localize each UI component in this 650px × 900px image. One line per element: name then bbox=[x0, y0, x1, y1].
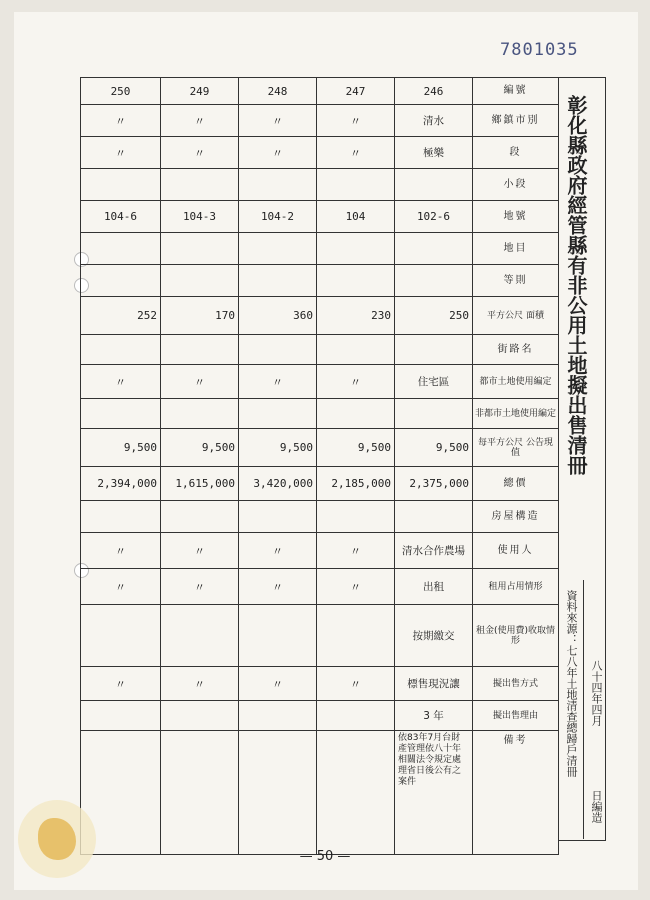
cell-area: 360 bbox=[239, 297, 317, 335]
table-row bbox=[81, 169, 559, 201]
page-number: — 50 — bbox=[299, 849, 351, 864]
row-label-user: 使用人 bbox=[473, 533, 559, 569]
land-sale-table bbox=[80, 77, 559, 855]
table-row bbox=[81, 399, 559, 429]
cell-area: 252 bbox=[81, 297, 161, 335]
row-label-rent: 租金(使用費)收取情形 bbox=[473, 605, 559, 667]
cell-occupancy: 〃 bbox=[239, 569, 317, 605]
cell-zoning: 〃 bbox=[239, 365, 317, 399]
cell-lot-no: 104 bbox=[317, 201, 395, 233]
table-row bbox=[81, 335, 559, 365]
cell-area: 170 bbox=[161, 297, 239, 335]
row-label-announced-value: 每平方公尺 公告現值 bbox=[473, 429, 559, 467]
cell-blank: 〃 bbox=[161, 667, 239, 701]
row-label-township: 鄉鎮市別 bbox=[473, 105, 559, 137]
table-row bbox=[81, 137, 559, 169]
cell-blank: 〃 bbox=[317, 667, 395, 701]
cell-blank: 〃 bbox=[239, 667, 317, 701]
cell-total-value: 2,185,000 bbox=[317, 467, 395, 501]
divider bbox=[583, 580, 584, 839]
table-row bbox=[81, 265, 559, 297]
cell-announced-value: 9,500 bbox=[317, 429, 395, 467]
cell-total-value: 2,394,000 bbox=[81, 467, 161, 501]
cell-sale-method: 標售現況讓 bbox=[395, 667, 473, 701]
cell-zoning: 住宅區 bbox=[395, 365, 473, 399]
cell-section: 極樂 bbox=[395, 137, 473, 169]
table-row bbox=[81, 297, 559, 335]
row-label-occupancy: 租用占用情形 bbox=[473, 569, 559, 605]
cell-total-value: 3,420,000 bbox=[239, 467, 317, 501]
cell-announced-value: 9,500 bbox=[395, 429, 473, 467]
table-row bbox=[81, 201, 559, 233]
cell-lot-no: 104-3 bbox=[161, 201, 239, 233]
cell-zoning: 〃 bbox=[317, 365, 395, 399]
row-label-section: 段 bbox=[473, 137, 559, 169]
cell-user: 〃 bbox=[239, 533, 317, 569]
table-row bbox=[81, 501, 559, 533]
cell-township: 清水 bbox=[395, 105, 473, 137]
archive-logo-watermark bbox=[18, 800, 96, 878]
table-row bbox=[81, 467, 559, 501]
cell-occupancy: 〃 bbox=[161, 569, 239, 605]
cell-remarks: 依83年7月台財產管理依八十年相關法令規定處理省日後公有之案件 bbox=[395, 731, 473, 855]
table-row bbox=[81, 429, 559, 467]
row-label-area: 平方公尺 面積 bbox=[473, 297, 559, 335]
cell-township: 〃 bbox=[239, 105, 317, 137]
row-label-subsection: 小段 bbox=[473, 169, 559, 201]
cell-section: 〃 bbox=[317, 137, 395, 169]
document-date: 八十四年四月 bbox=[590, 660, 603, 726]
cell-section: 〃 bbox=[239, 137, 317, 169]
document-title: 彰化縣政府經管縣有非公用土地擬出售清冊 bbox=[564, 95, 588, 475]
cell-township: 〃 bbox=[161, 105, 239, 137]
table-row bbox=[81, 78, 559, 105]
row-label-number: 編號 bbox=[473, 78, 559, 105]
cell-occupancy: 〃 bbox=[81, 569, 161, 605]
row-label-grade: 等則 bbox=[473, 265, 559, 297]
cell-area: 250 bbox=[395, 297, 473, 335]
cell-user: 〃 bbox=[161, 533, 239, 569]
row-label-remarks: 備考 bbox=[473, 731, 559, 855]
row-label-buildings: 房屋構造 bbox=[473, 501, 559, 533]
table-row bbox=[81, 105, 559, 137]
cell-occupancy: 〃 bbox=[317, 569, 395, 605]
cell-section: 〃 bbox=[161, 137, 239, 169]
table-row bbox=[81, 731, 559, 855]
cell-announced-value: 9,500 bbox=[239, 429, 317, 467]
cell-user: 〃 bbox=[317, 533, 395, 569]
cell-occupancy: 出租 bbox=[395, 569, 473, 605]
row-label-total-value: 總價 bbox=[473, 467, 559, 501]
table-row bbox=[81, 605, 559, 667]
cell-lot-no: 102-6 bbox=[395, 201, 473, 233]
cell-announced-value: 9,500 bbox=[161, 429, 239, 467]
row-label-nonurban-zoning: 非都市土地使用編定 bbox=[473, 399, 559, 429]
table-row bbox=[81, 233, 559, 265]
cell-section: 〃 bbox=[81, 137, 161, 169]
cell-number: 246 bbox=[395, 78, 473, 105]
cell-number: 250 bbox=[81, 78, 161, 105]
cell-number: 247 bbox=[317, 78, 395, 105]
table-row bbox=[81, 701, 559, 731]
cell-township: 〃 bbox=[81, 105, 161, 137]
cell-total-value: 1,615,000 bbox=[161, 467, 239, 501]
row-label-urban-zoning: 都市土地使用編定 bbox=[473, 365, 559, 399]
cell-total-value: 2,375,000 bbox=[395, 467, 473, 501]
cell-zoning: 〃 bbox=[81, 365, 161, 399]
row-label-sale-method: 擬出售方式 bbox=[473, 667, 559, 701]
table-row bbox=[81, 533, 559, 569]
cell-number: 249 bbox=[161, 78, 239, 105]
cell-zoning: 〃 bbox=[161, 365, 239, 399]
cell-lot-no: 104-2 bbox=[239, 201, 317, 233]
compiled-note: 日編造 bbox=[590, 790, 603, 823]
row-label-sale-reason: 擬出售理由 bbox=[473, 701, 559, 731]
source-note: 資料來源：七八年土地清查總歸戶清冊 bbox=[565, 590, 578, 777]
cell-rent: 按期繳交 bbox=[395, 605, 473, 667]
cell-area: 230 bbox=[317, 297, 395, 335]
cell-township: 〃 bbox=[317, 105, 395, 137]
cell-sale-reason: 3 年 bbox=[395, 701, 473, 731]
cell-user: 清水合作農場 bbox=[395, 533, 473, 569]
document-number: 7801035 bbox=[500, 40, 579, 60]
table-row bbox=[81, 667, 559, 701]
table-row bbox=[81, 365, 559, 399]
cell-number: 248 bbox=[239, 78, 317, 105]
cell-user: 〃 bbox=[81, 533, 161, 569]
row-label-lot-no: 地號 bbox=[473, 201, 559, 233]
cell-lot-no: 104-6 bbox=[81, 201, 161, 233]
cell-blank: 〃 bbox=[81, 667, 161, 701]
cell-announced-value: 9,500 bbox=[81, 429, 161, 467]
row-label-road-name: 街路名 bbox=[473, 335, 559, 365]
table-row bbox=[81, 569, 559, 605]
row-label-land-category: 地目 bbox=[473, 233, 559, 265]
